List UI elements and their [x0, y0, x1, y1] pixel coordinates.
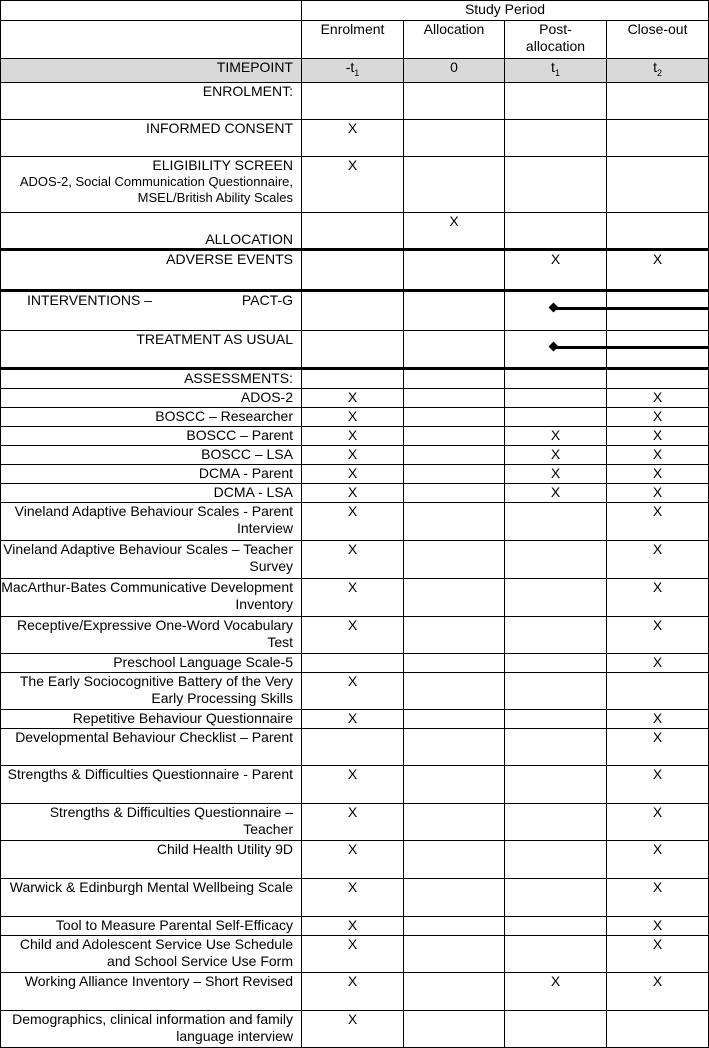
assessment-row [1, 728, 709, 765]
mark-x: X [347, 840, 358, 857]
assessment-row [1, 653, 709, 672]
mark-cell-post-allocation [505, 156, 607, 212]
mark-cell-close-out [607, 578, 709, 616]
mark-x: X [347, 464, 358, 481]
timepoint-allocation [404, 59, 505, 83]
empty-cell-allocation [404, 290, 505, 330]
mark-cell-enrolment [302, 578, 404, 616]
row-label: ASSESSMENTS: [184, 369, 293, 386]
assessment-row [1, 407, 709, 426]
mark-x: X [347, 156, 358, 173]
timepoint-base: t [551, 59, 555, 75]
mark-cell-enrolment [302, 464, 404, 483]
mark-x: X [347, 407, 358, 424]
mark-x: X [652, 878, 663, 895]
mark-x: X [347, 616, 358, 633]
mark-cell-close-out [607, 840, 709, 878]
assessment-row [1, 765, 709, 803]
mark-cell-post-allocation [505, 765, 607, 803]
mark-cell-enrolment [302, 407, 404, 426]
mark-cell-allocation [404, 840, 505, 878]
mark-cell-post-allocation [505, 672, 607, 709]
mark-cell-enrolment [302, 840, 404, 878]
timepoint-enrolment [302, 59, 404, 83]
mark-cell-post-allocation [505, 445, 607, 464]
mark-x: X [347, 483, 358, 500]
mark-x: X [652, 653, 663, 670]
mark-cell-post-allocation [505, 935, 607, 972]
row-label: Strengths & Difficulties Questionnaire - Parent [7, 765, 293, 782]
col-header-allocation: Allocation [404, 21, 505, 59]
mark-cell-enrolment [302, 502, 404, 540]
mark-cell-allocation [404, 407, 505, 426]
mark-cell-enrolment [302, 935, 404, 972]
row-label-cell [1, 616, 302, 653]
mark-x: X [347, 765, 358, 782]
row-label-cell [1, 249, 302, 290]
mark-cell-enrolment [302, 426, 404, 445]
mark-cell-enrolment [302, 728, 404, 765]
assessment-row [1, 616, 709, 653]
mark-x: X [652, 916, 663, 933]
row-label-cell [1, 388, 302, 407]
mark-cell-allocation [404, 212, 505, 249]
row-label: ELIGIBILITY SCREEN [152, 156, 293, 173]
mark-cell-close-out [607, 540, 709, 578]
mark-x: X [449, 212, 459, 229]
empty-cell-post-allocation [505, 82, 607, 119]
mark-x: X [652, 407, 663, 424]
mark-x: X [652, 935, 663, 952]
mark-x: X [347, 578, 358, 595]
mark-x: X [550, 483, 561, 500]
mark-cell-post-allocation [505, 709, 607, 728]
mark-x: X [347, 972, 358, 989]
assessment-row [1, 578, 709, 616]
mark-x: X [652, 540, 663, 557]
mark-cell-close-out [607, 765, 709, 803]
assessment-row [1, 426, 709, 445]
mark-cell-post-allocation [505, 1010, 607, 1047]
mark-cell-enrolment [302, 212, 404, 249]
empty-cell-close-out [607, 82, 709, 119]
mark-x: X [347, 502, 358, 519]
mark-cell-enrolment [302, 916, 404, 935]
mark-x: X [652, 502, 663, 519]
mark-x: X [652, 388, 663, 405]
mark-cell-enrolment [302, 803, 404, 840]
intervention-name: PACT-G [241, 291, 293, 308]
row-sublabel: ADOS-2, Social Communication Questionnaire, MSEL/British Ability Scales [19, 173, 293, 205]
row-label-cell [1, 445, 302, 464]
assessment-row [1, 502, 709, 540]
period-columns-row [1, 21, 709, 59]
mark-x: X [652, 426, 663, 443]
row-label: Working Alliance Inventory – Short Revised [24, 972, 293, 989]
mark-cell-allocation [404, 653, 505, 672]
mark-cell-close-out [607, 878, 709, 916]
mark-cell-allocation [404, 878, 505, 916]
mark-cell-allocation [404, 803, 505, 840]
mark-x: X [550, 426, 561, 443]
empty-cell-allocation [404, 82, 505, 119]
row-label-cell [1, 1010, 302, 1047]
row-label: Vineland Adaptive Behaviour Scales – Teacher Survey [3, 540, 293, 574]
mark-cell-post-allocation [505, 249, 607, 290]
mark-cell-post-allocation [505, 388, 607, 407]
row-label: BOSCC – Researcher [155, 407, 293, 424]
mark-x: X [652, 464, 663, 481]
timepoint-base: t [653, 59, 657, 75]
mark-x: X [347, 709, 358, 726]
timepoint-base: -t [345, 59, 355, 75]
mark-cell-close-out [607, 464, 709, 483]
timepoint-sub: 2 [656, 67, 662, 78]
mark-cell-post-allocation [505, 212, 607, 249]
mark-cell-allocation [404, 119, 505, 156]
row-label: ADVERSE EVENTS [166, 250, 293, 267]
row-label: Vineland Adaptive Behaviour Scales - Parent Interview [14, 502, 293, 536]
mark-x: X [652, 616, 663, 633]
row-label-cell [1, 483, 302, 502]
mark-cell-allocation [404, 935, 505, 972]
mark-cell-close-out [607, 502, 709, 540]
row-label: Repetitive Behaviour Questionnaire [72, 709, 293, 726]
row-label: Preschool Language Scale-5 [113, 653, 293, 670]
mark-x: X [652, 250, 663, 267]
mark-cell-close-out [607, 483, 709, 502]
mark-x: X [652, 972, 663, 989]
mark-cell-post-allocation [505, 540, 607, 578]
empty-cell-enrolment [302, 368, 404, 388]
mark-cell-allocation [404, 672, 505, 709]
mark-cell-allocation [404, 445, 505, 464]
mark-x: X [347, 672, 358, 689]
row-label-cell [1, 672, 302, 709]
mark-x: X [652, 803, 663, 820]
empty-cell-enrolment [302, 330, 404, 368]
row-label-cell [1, 765, 302, 803]
mark-x: X [550, 250, 561, 267]
mark-x: X [652, 483, 663, 500]
mark-cell-allocation [404, 249, 505, 290]
row-label-cell [1, 728, 302, 765]
enrolment-row [1, 119, 709, 156]
mark-x: X [347, 119, 358, 136]
mark-cell-close-out [607, 672, 709, 709]
mark-cell-enrolment [302, 388, 404, 407]
mark-x: X [347, 916, 358, 933]
intervention-name: TREATMENT AS USUAL [136, 330, 293, 347]
mark-cell-close-out [607, 249, 709, 290]
row-label-cell [1, 290, 302, 330]
mark-cell-enrolment [302, 540, 404, 578]
col-header-close-out: Close-out [607, 21, 709, 59]
empty-cell-allocation [404, 330, 505, 368]
row-label-cell [1, 653, 302, 672]
mark-cell-enrolment [302, 616, 404, 653]
enrolment-heading-row [1, 82, 709, 119]
row-label: Receptive/Expressive One-Word Vocabulary Test [17, 616, 293, 650]
empty-cell-close-out [607, 368, 709, 388]
study-period-row [1, 1, 709, 21]
assessment-row [1, 972, 709, 1010]
mark-cell-enrolment [302, 119, 404, 156]
mark-cell-allocation [404, 1010, 505, 1047]
row-label: DCMA - Parent [198, 464, 293, 481]
mark-x: X [347, 803, 358, 820]
assessment-row [1, 445, 709, 464]
assessment-row [1, 935, 709, 972]
mark-cell-enrolment [302, 765, 404, 803]
row-label-cell [1, 578, 302, 616]
mark-cell-post-allocation [505, 653, 607, 672]
row-label-cell [1, 426, 302, 445]
mark-cell-enrolment [302, 1010, 404, 1047]
mark-cell-post-allocation [505, 916, 607, 935]
mark-cell-close-out [607, 709, 709, 728]
mark-cell-allocation [404, 972, 505, 1010]
mark-cell-close-out [607, 119, 709, 156]
empty-cell-enrolment [302, 82, 404, 119]
row-label-cell [1, 82, 302, 119]
timepoint-sub: 1 [554, 67, 560, 78]
intervention-label-wrap [1, 292, 293, 309]
row-label: Demographics, clinical information and family language interview [12, 1010, 293, 1044]
schedule-body [1, 1, 709, 1048]
mark-cell-allocation [404, 464, 505, 483]
timepoint-post-allocation [505, 59, 607, 83]
row-label-cell [1, 368, 302, 388]
mark-cell-post-allocation [505, 878, 607, 916]
mark-cell-close-out [607, 1010, 709, 1047]
row-label-cell [1, 840, 302, 878]
mark-cell-post-allocation [505, 502, 607, 540]
mark-x: X [652, 578, 663, 595]
mark-cell-close-out [607, 972, 709, 1010]
mark-cell-enrolment [302, 709, 404, 728]
mark-x: X [347, 540, 358, 557]
row-label: BOSCC – Parent [186, 426, 293, 443]
mark-cell-enrolment [302, 249, 404, 290]
col-header-post-allocation: Post- allocation [505, 21, 607, 59]
mark-cell-enrolment [302, 483, 404, 502]
row-label-cell [1, 540, 302, 578]
timepoint-base: 0 [450, 59, 458, 75]
mark-cell-allocation [404, 483, 505, 502]
timepoint-close-out [607, 59, 709, 83]
row-label-cell [1, 119, 302, 156]
mark-cell-enrolment [302, 445, 404, 464]
mark-x: X [652, 728, 663, 745]
intervention-duration-bar [554, 307, 709, 310]
row-label-cell [1, 709, 302, 728]
row-label-cell [1, 407, 302, 426]
mark-x: X [550, 445, 561, 462]
assessment-row [1, 540, 709, 578]
mark-cell-enrolment [302, 672, 404, 709]
mark-cell-allocation [404, 616, 505, 653]
mark-cell-close-out [607, 616, 709, 653]
row-label-cell [1, 156, 302, 212]
assessment-row [1, 840, 709, 878]
mark-cell-enrolment [302, 653, 404, 672]
row-label: Tool to Measure Parental Self-Efficacy [55, 916, 293, 933]
mark-x: X [347, 878, 358, 895]
row-label: MacArthur-Bates Communicative Development Inventory [1, 578, 293, 612]
row-label: ADOS-2 [240, 388, 293, 405]
row-label-cell [1, 935, 302, 972]
assessment-row [1, 709, 709, 728]
row-label: The Early Sociocognitive Battery of the Very Early Processing Skills [19, 672, 293, 706]
assessment-row [1, 916, 709, 935]
assessments-heading-row [1, 368, 709, 388]
row-label-cell [1, 330, 302, 368]
col-header-enrolment: Enrolment [302, 21, 404, 59]
assessment-row [1, 878, 709, 916]
timepoint-label: TIMEPOINT [1, 59, 302, 83]
mark-cell-allocation [404, 578, 505, 616]
adverse-events-row [1, 249, 709, 290]
study-period-title: Study Period [302, 1, 709, 21]
mark-cell-allocation [404, 426, 505, 445]
mark-x: X [652, 840, 663, 857]
mark-cell-close-out [607, 916, 709, 935]
mark-cell-allocation [404, 502, 505, 540]
row-label: Developmental Behaviour Checklist – Parent [15, 728, 293, 745]
assessment-row [1, 388, 709, 407]
empty-cell-post-allocation [505, 368, 607, 388]
mark-cell-allocation [404, 916, 505, 935]
empty-cell-close-out [607, 290, 709, 330]
row-label: DCMA - LSA [213, 483, 293, 500]
mark-x: X [652, 765, 663, 782]
mark-cell-close-out [607, 445, 709, 464]
mark-x: X [347, 388, 358, 405]
timepoint-sub: 1 [354, 67, 360, 78]
assessment-row [1, 803, 709, 840]
mark-cell-post-allocation [505, 616, 607, 653]
row-label-cell [1, 464, 302, 483]
mark-cell-post-allocation [505, 840, 607, 878]
mark-cell-post-allocation [505, 972, 607, 1010]
row-label-cell [1, 502, 302, 540]
assessment-row [1, 1010, 709, 1047]
mark-x: X [550, 972, 561, 989]
mark-cell-post-allocation [505, 728, 607, 765]
mark-x: X [652, 445, 663, 462]
row-label: ALLOCATION [205, 230, 293, 247]
mark-cell-allocation [404, 709, 505, 728]
row-label: Child and Adolescent Service Use Schedule and School Service Use Form [19, 935, 293, 969]
mark-x: X [347, 445, 358, 462]
corner-cell [1, 1, 302, 21]
assessment-row [1, 464, 709, 483]
mark-cell-enrolment [302, 972, 404, 1010]
mark-cell-allocation [404, 728, 505, 765]
mark-cell-allocation [404, 540, 505, 578]
mark-cell-close-out [607, 935, 709, 972]
mark-x: X [347, 426, 358, 443]
row-label: BOSCC – LSA [201, 445, 293, 462]
empty-cell-close-out [607, 330, 709, 368]
mark-cell-close-out [607, 426, 709, 445]
row-label-cell [1, 803, 302, 840]
mark-cell-close-out [607, 728, 709, 765]
row-label-cell [1, 972, 302, 1010]
row-label: Warwick & Edinburgh Mental Wellbeing Scale [9, 878, 293, 895]
mark-x: X [347, 1010, 358, 1027]
corner-cell [1, 21, 302, 59]
mark-cell-allocation [404, 156, 505, 212]
mark-x: X [652, 709, 663, 726]
mark-cell-post-allocation [505, 578, 607, 616]
mark-cell-post-allocation [505, 803, 607, 840]
mark-cell-close-out [607, 388, 709, 407]
mark-cell-post-allocation [505, 426, 607, 445]
mark-cell-post-allocation [505, 464, 607, 483]
empty-cell-allocation [404, 368, 505, 388]
row-label-cell [1, 212, 302, 249]
row-label-cell [1, 878, 302, 916]
mark-cell-allocation [404, 388, 505, 407]
mark-cell-enrolment [302, 156, 404, 212]
mark-cell-close-out [607, 407, 709, 426]
mark-x: X [550, 464, 561, 481]
row-label: INFORMED CONSENT [146, 119, 293, 136]
enrolment-row [1, 156, 709, 212]
enrolment-row [1, 212, 709, 249]
mark-cell-close-out [607, 212, 709, 249]
intervention-row [1, 290, 709, 330]
empty-cell-enrolment [302, 290, 404, 330]
assessment-row [1, 483, 709, 502]
mark-cell-post-allocation [505, 119, 607, 156]
intervention-row [1, 330, 709, 368]
mark-cell-post-allocation [505, 483, 607, 502]
row-label: Strengths & Difficulties Questionnaire – Teacher [49, 803, 293, 837]
mark-cell-allocation [404, 765, 505, 803]
mark-cell-enrolment [302, 878, 404, 916]
intervention-duration-bar [554, 346, 709, 349]
mark-cell-post-allocation [505, 407, 607, 426]
mark-cell-close-out [607, 653, 709, 672]
mark-x: X [347, 935, 358, 952]
timepoint-row [1, 59, 709, 83]
row-label: ENROLMENT: [202, 82, 293, 99]
row-label-cell [1, 916, 302, 935]
assessment-row [1, 672, 709, 709]
mark-cell-close-out [607, 156, 709, 212]
mark-cell-close-out [607, 803, 709, 840]
interventions-heading: INTERVENTIONS – [27, 291, 152, 308]
row-label: Child Health Utility 9D [156, 840, 293, 857]
